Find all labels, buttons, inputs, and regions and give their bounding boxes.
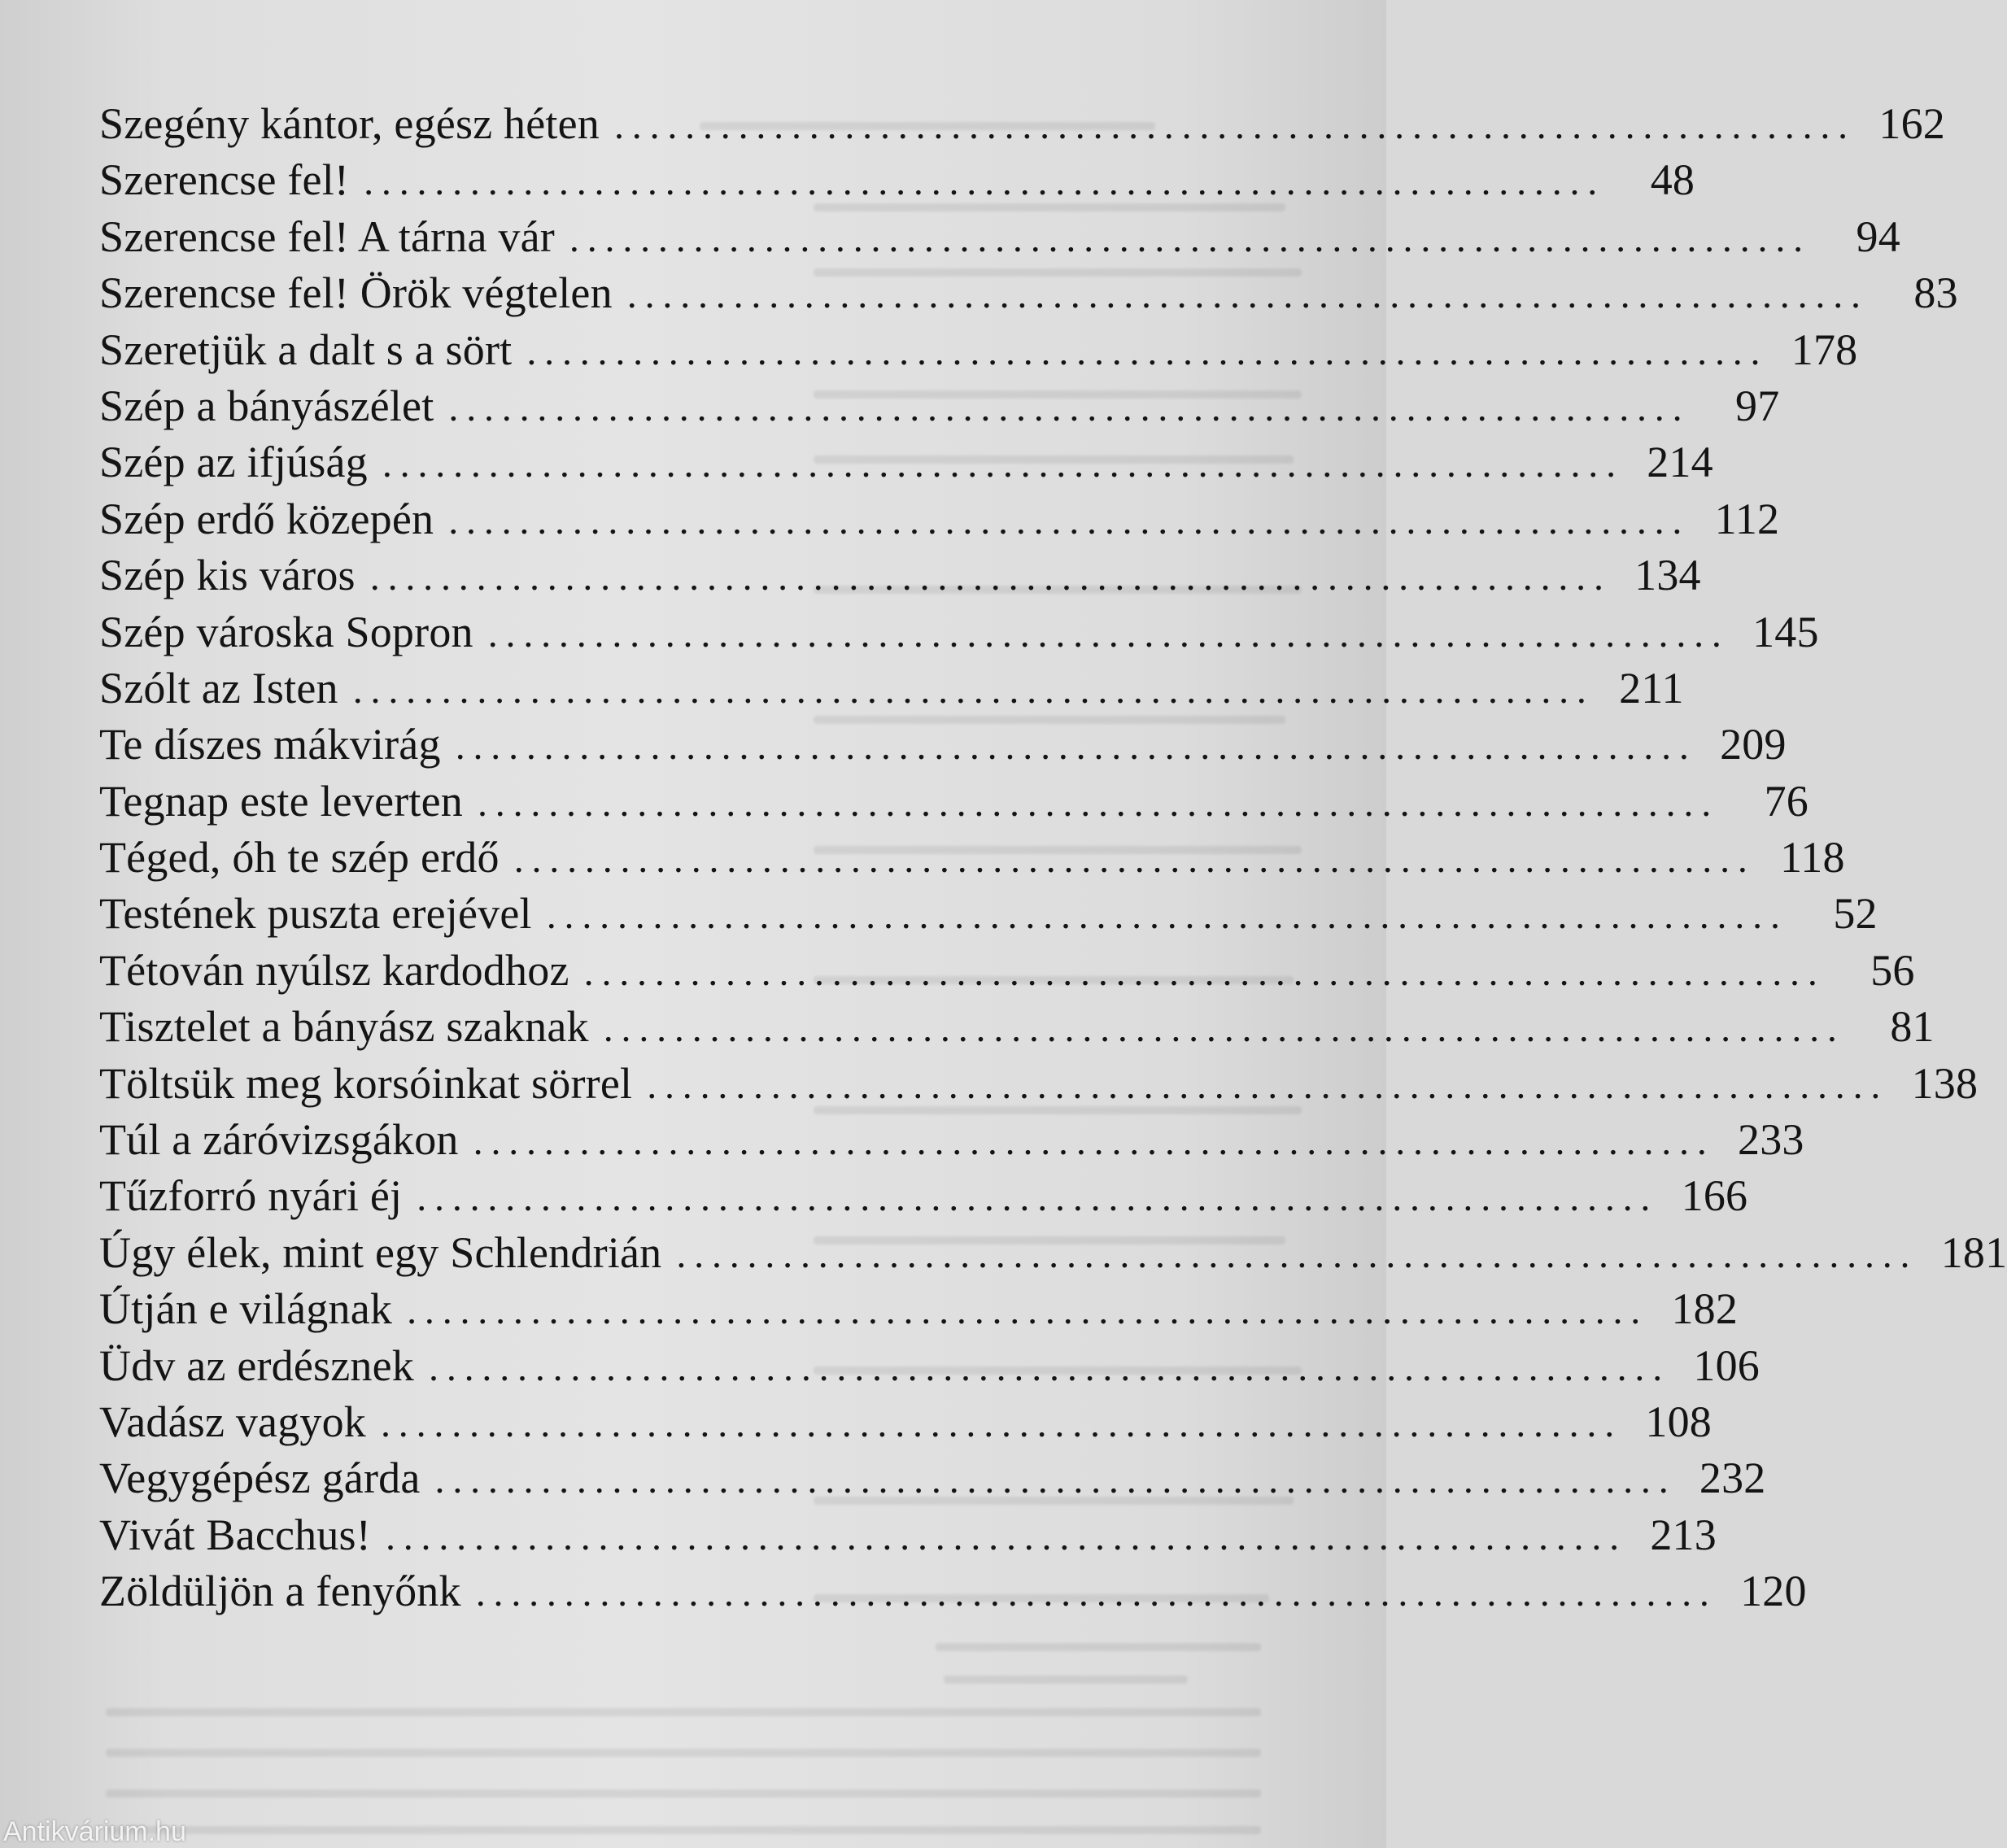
entry-title: Testének puszta erejével: [99, 889, 532, 939]
index-entry: [99, 322, 1858, 378]
entry-title: Szerencse fel!: [99, 155, 350, 205]
entry-page-number: 120: [1740, 1567, 1807, 1616]
dot-leader: ......................................................................: [434, 1458, 1677, 1502]
dot-leader: ......................................................................: [429, 1345, 1671, 1389]
index-entry: [99, 943, 1915, 999]
entry-title: Szép városka Sopron: [99, 607, 473, 656]
index-entry: [99, 1168, 1748, 1224]
dot-leader: ......................................................................: [626, 273, 1869, 317]
dot-leader: ......................................................................: [546, 894, 1788, 938]
dot-leader: ......................................................................: [583, 950, 1826, 994]
entry-page-number: 134: [1634, 551, 1701, 600]
entry-page-number: 52: [1833, 889, 1878, 939]
entry-title: Szép erdő közepén: [99, 494, 434, 543]
entry-title: Szép az ifjúság: [99, 438, 368, 487]
entry-page-number: 76: [1764, 776, 1808, 826]
entry-page-number: 83: [1913, 268, 1958, 318]
dot-leader: ......................................................................: [613, 104, 1856, 147]
entry-title: Szerencse fel! A tárna vár: [99, 211, 555, 261]
entry-title: Üdv az erdésznek: [99, 1340, 415, 1390]
index-entry: [99, 1281, 1739, 1337]
entry-page-number: 118: [1780, 833, 1845, 883]
entry-title: Téged, óh te szép erdő: [99, 833, 500, 883]
index-entry: [99, 999, 1935, 1055]
entry-title: Útján e világnak: [99, 1284, 393, 1334]
entry-page-number: 178: [1791, 325, 1858, 374]
entry-page-number: 81: [1890, 1002, 1935, 1052]
index-entry: [99, 717, 1787, 773]
index-entry: [99, 378, 1780, 434]
entry-page-number: 233: [1738, 1115, 1804, 1165]
entry-title: Zöldüljön a fenyőnk: [99, 1567, 461, 1616]
dot-leader: ......................................................................: [352, 668, 1595, 712]
index-entry: [99, 1563, 1807, 1619]
index-entry: [99, 547, 1701, 604]
dot-leader: ......................................................................: [448, 386, 1691, 429]
index-entry: [99, 152, 1695, 208]
entry-page-number: 56: [1870, 945, 1915, 995]
index-entry: [99, 1056, 1979, 1112]
index-entry: [99, 1338, 1760, 1394]
index-entry: [99, 491, 1780, 547]
dot-leader: ......................................................................: [647, 1063, 1889, 1107]
dot-leader: ......................................................................: [369, 556, 1612, 599]
entry-page-number: 48: [1650, 155, 1695, 205]
index-entry: [99, 1394, 1712, 1450]
entry-title: Töltsük meg korsóinkat sörrel: [99, 1058, 633, 1108]
entry-title: Vivát Bacchus!: [99, 1510, 371, 1559]
dot-leader: ......................................................................: [381, 1401, 1622, 1445]
entry-page-number: 209: [1720, 720, 1787, 769]
entry-page-number: 213: [1650, 1510, 1717, 1559]
entry-page-number: 145: [1752, 607, 1819, 656]
dot-leader: ......................................................................: [603, 1007, 1845, 1051]
entry-title: Úgy élek, mint egy Schlendrián: [99, 1227, 662, 1277]
dot-leader: ......................................................................: [487, 612, 1730, 656]
entry-title: Szeretjük a dalt s a sört: [99, 325, 513, 374]
entry-page-number: 182: [1671, 1284, 1739, 1334]
index-entry: [99, 96, 1945, 152]
entry-title: Szólt az Isten: [99, 663, 338, 713]
dot-leader: ......................................................................: [473, 1120, 1715, 1164]
index-entry: [99, 660, 1684, 717]
index-entry: [99, 434, 1713, 490]
dot-leader: ......................................................................: [475, 1571, 1717, 1615]
entry-title: Vadász vagyok: [99, 1397, 366, 1446]
entry-page-number: 94: [1856, 211, 1900, 261]
entry-page-number: 211: [1619, 663, 1684, 713]
entry-title: Tűzforró nyári éj: [99, 1171, 403, 1221]
entry-title: Szegény kántor, egész héten: [99, 99, 600, 148]
index-entry: [99, 830, 1845, 886]
entry-title: Tegnap este leverten: [99, 776, 463, 826]
index-entry: [99, 774, 1808, 830]
dot-leader: ......................................................................: [569, 216, 1811, 260]
entry-page-number: 108: [1645, 1397, 1712, 1446]
entry-title: Szép kis város: [99, 551, 356, 600]
song-index-list: [99, 96, 2007, 1620]
entry-title: Vegygépész gárda: [99, 1454, 421, 1503]
entry-page-number: 112: [1714, 494, 1780, 543]
entry-page-number: 106: [1693, 1340, 1760, 1390]
index-entry: [99, 604, 1819, 660]
watermark: Antikvárium.hu: [3, 1816, 186, 1847]
entry-title: Szerencse fel! Örök végtelen: [99, 268, 613, 318]
entry-page-number: 162: [1878, 99, 1945, 148]
entry-title: Te díszes mákvirág: [99, 720, 441, 769]
entry-page-number: 138: [1911, 1058, 1979, 1108]
index-entry: [99, 1450, 1766, 1506]
index-entry: [99, 1507, 1717, 1563]
entry-page-number: 166: [1681, 1171, 1748, 1221]
index-entry: [99, 265, 1958, 321]
dot-leader: ......................................................................: [478, 781, 1719, 825]
dot-leader: ......................................................................: [407, 1289, 1649, 1333]
entry-page-number: 232: [1699, 1454, 1766, 1503]
dot-leader: ......................................................................: [513, 838, 1756, 882]
dot-leader: ......................................................................: [364, 160, 1606, 204]
index-entry: [99, 209, 1900, 265]
dot-leader: ......................................................................: [448, 499, 1691, 543]
index-entry: [99, 1225, 2007, 1281]
dot-leader: ......................................................................: [382, 442, 1624, 486]
dot-leader: ......................................................................: [455, 725, 1697, 769]
entry-page-number: 181: [1940, 1227, 2007, 1277]
entry-title: Tisztelet a bányász szaknak: [99, 1002, 589, 1052]
index-entry: [99, 1112, 1804, 1168]
dot-leader: ......................................................................: [385, 1515, 1627, 1558]
dot-leader: ......................................................................: [676, 1232, 1918, 1276]
dot-leader: ......................................................................: [417, 1176, 1659, 1220]
entry-page-number: 97: [1735, 381, 1780, 430]
index-entry: [99, 886, 1878, 942]
entry-title: Túl a záróvizsgákon: [99, 1115, 459, 1165]
entry-page-number: 214: [1647, 438, 1713, 487]
dot-leader: ......................................................................: [526, 329, 1769, 373]
entry-title: Tétován nyúlsz kardodhoz: [99, 945, 569, 995]
entry-title: Szép a bányászélet: [99, 381, 434, 430]
